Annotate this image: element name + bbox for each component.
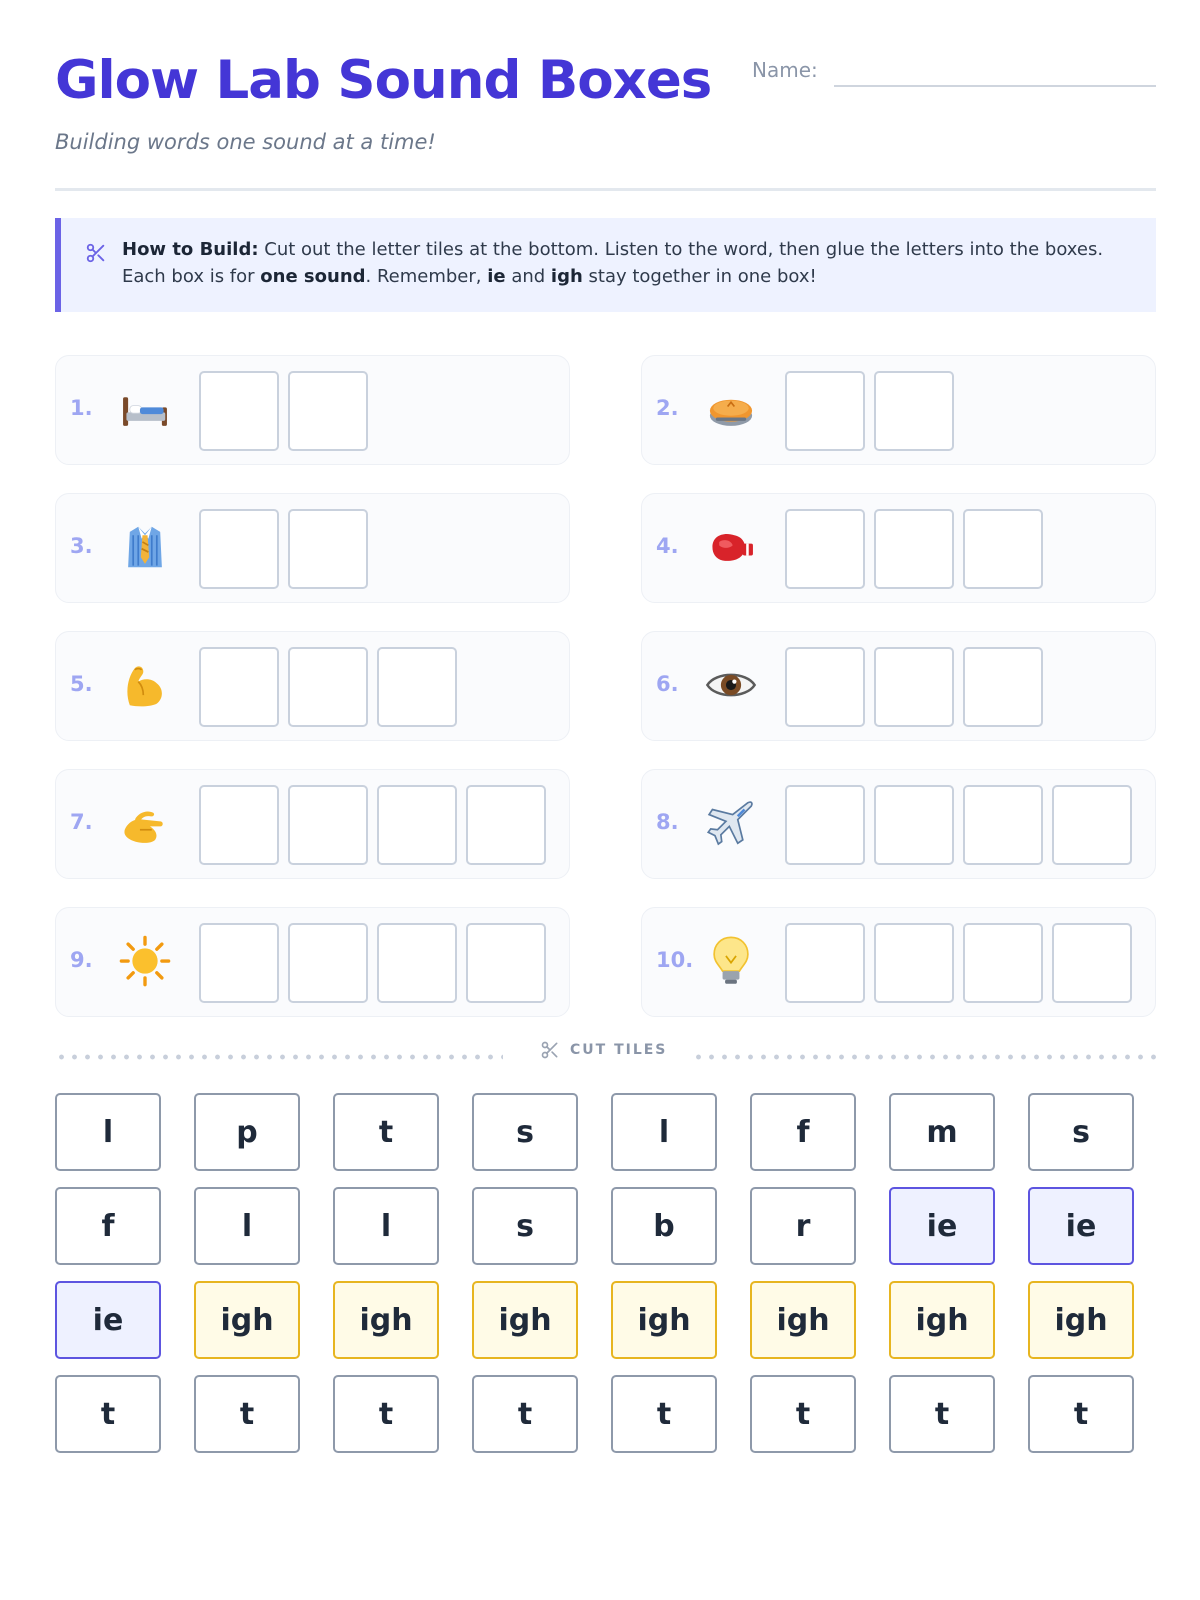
sound-boxes [785,371,954,451]
instructions-part1: Cut out the letter tiles at the bottom. Listen to the word, then glue the letters into the boxes. Each box is for [122,239,1104,287]
sound-box[interactable] [377,647,457,727]
boxing-glove-icon [702,516,760,578]
sun-icon [116,930,174,992]
sound-boxes [785,785,1132,865]
letter-tile-letter[interactable]: l [194,1187,300,1265]
sound-box[interactable] [466,923,546,1003]
problem-number: 10. [656,948,694,972]
letter-tile-igh[interactable]: igh [889,1281,995,1359]
sound-box[interactable] [466,785,546,865]
sound-box[interactable] [963,785,1043,865]
letter-tile-letter[interactable]: t [1028,1375,1134,1453]
sound-boxes [199,923,546,1003]
letter-tile-letter[interactable]: s [472,1187,578,1265]
pie-icon [702,378,760,440]
problem-card [641,907,1156,1017]
problem-number: 4. [656,534,679,558]
problem-card [55,355,570,465]
letter-tile-ie[interactable]: ie [1028,1187,1134,1265]
letter-tile-letter[interactable]: f [750,1093,856,1171]
instructions-box [55,218,1156,312]
cut-tiles-heading [540,1038,667,1062]
sound-box[interactable] [288,923,368,1003]
sound-box[interactable] [874,371,954,451]
sound-box[interactable] [1052,923,1132,1003]
airplane-icon [702,792,760,854]
sound-box[interactable] [874,647,954,727]
cut-tiles-label: CUT TILES [570,1042,668,1058]
letter-tile-ie[interactable]: ie [55,1281,161,1359]
problem-card [55,631,570,741]
letter-tile-letter[interactable]: t [333,1093,439,1171]
instructions-lead: How to Build: [122,239,259,260]
sound-boxes [199,509,368,589]
sound-box[interactable] [785,371,865,451]
instructions-part3: and [505,266,551,287]
flexed-arm-icon [116,654,174,716]
letter-tile-letter[interactable]: s [1028,1093,1134,1171]
letter-tile-letter[interactable]: l [611,1093,717,1171]
letter-tile-letter[interactable]: l [333,1187,439,1265]
letter-tile-ie[interactable]: ie [889,1187,995,1265]
letter-tile-letter[interactable]: l [55,1093,161,1171]
letter-tile-igh[interactable]: igh [611,1281,717,1359]
instructions-bold-igh: igh [550,266,583,287]
header-divider [55,188,1156,191]
letter-tile-letter[interactable]: t [472,1375,578,1453]
problem-card [55,493,570,603]
problem-number: 7. [70,810,93,834]
sound-boxes [199,371,368,451]
cut-line-right [692,1054,1156,1060]
letter-tile-igh[interactable]: igh [472,1281,578,1359]
instructions-bold-one-sound: one sound [260,266,366,287]
sound-box[interactable] [785,923,865,1003]
letter-tile-letter[interactable]: t [611,1375,717,1453]
letter-tile-letter[interactable]: t [750,1375,856,1453]
pinching-hand-icon [116,792,174,854]
sound-box[interactable] [199,509,279,589]
letter-tile-letter[interactable]: f [55,1187,161,1265]
problem-card [55,769,570,879]
letter-tile-letter[interactable]: t [194,1375,300,1453]
sound-box[interactable] [288,647,368,727]
sound-box[interactable] [1052,785,1132,865]
sound-boxes [199,785,546,865]
sound-box[interactable] [963,923,1043,1003]
sound-box[interactable] [377,923,457,1003]
sound-box[interactable] [199,647,279,727]
light-bulb-icon [702,930,760,992]
sound-box[interactable] [874,509,954,589]
letter-tile-letter[interactable]: s [472,1093,578,1171]
sound-box[interactable] [785,785,865,865]
problem-card [641,769,1156,879]
sound-box[interactable] [288,785,368,865]
problem-card [641,493,1156,603]
scissors-icon [85,242,107,264]
sound-boxes [199,647,457,727]
letter-tile-igh[interactable]: igh [194,1281,300,1359]
sound-box[interactable] [874,923,954,1003]
sound-box[interactable] [963,647,1043,727]
letter-tile-letter[interactable]: p [194,1093,300,1171]
sound-box[interactable] [785,509,865,589]
problem-number: 6. [656,672,679,696]
problem-number: 2. [656,396,679,420]
sound-box[interactable] [377,785,457,865]
problem-number: 5. [70,672,93,696]
letter-tiles [55,1093,1156,1453]
problem-number: 8. [656,810,679,834]
name-label: Name: [752,58,818,82]
instructions-text [122,236,1132,290]
problem-number: 3. [70,534,93,558]
sound-box[interactable] [199,923,279,1003]
problem-card [641,355,1156,465]
page-title: Glow Lab Sound Boxes [55,50,712,111]
sound-boxes [785,923,1132,1003]
bed-icon [116,378,174,440]
letter-tile-letter[interactable]: b [611,1187,717,1265]
shirt-and-tie-icon [116,516,174,578]
letter-tile-igh[interactable]: igh [1028,1281,1134,1359]
problem-card [55,907,570,1017]
sound-box[interactable] [288,371,368,451]
letter-tile-letter[interactable]: t [333,1375,439,1453]
letter-tile-letter[interactable]: m [889,1093,995,1171]
name-line[interactable] [834,85,1156,87]
sound-box[interactable] [963,509,1043,589]
problem-number: 1. [70,396,93,420]
sound-boxes [785,647,1043,727]
page-subtitle: Building words one sound at a time! [55,130,436,154]
letter-tile-letter[interactable]: r [750,1187,856,1265]
sound-boxes [785,509,1043,589]
eye-icon [702,654,760,716]
sound-box[interactable] [199,785,279,865]
cut-line-left [55,1054,503,1060]
sound-box[interactable] [874,785,954,865]
letter-tile-igh[interactable]: igh [333,1281,439,1359]
instructions-bold-ie: ie [487,266,506,287]
sound-box[interactable] [288,509,368,589]
instructions-part2: . Remember, [365,266,488,287]
sound-box[interactable] [199,371,279,451]
problem-card [641,631,1156,741]
instructions-part4: stay together in one box! [582,266,817,287]
letter-tile-igh[interactable]: igh [750,1281,856,1359]
problem-number: 9. [70,948,93,972]
scissors-icon [540,1040,560,1060]
letter-tile-letter[interactable]: t [55,1375,161,1453]
sound-box[interactable] [785,647,865,727]
letter-tile-letter[interactable]: t [889,1375,995,1453]
